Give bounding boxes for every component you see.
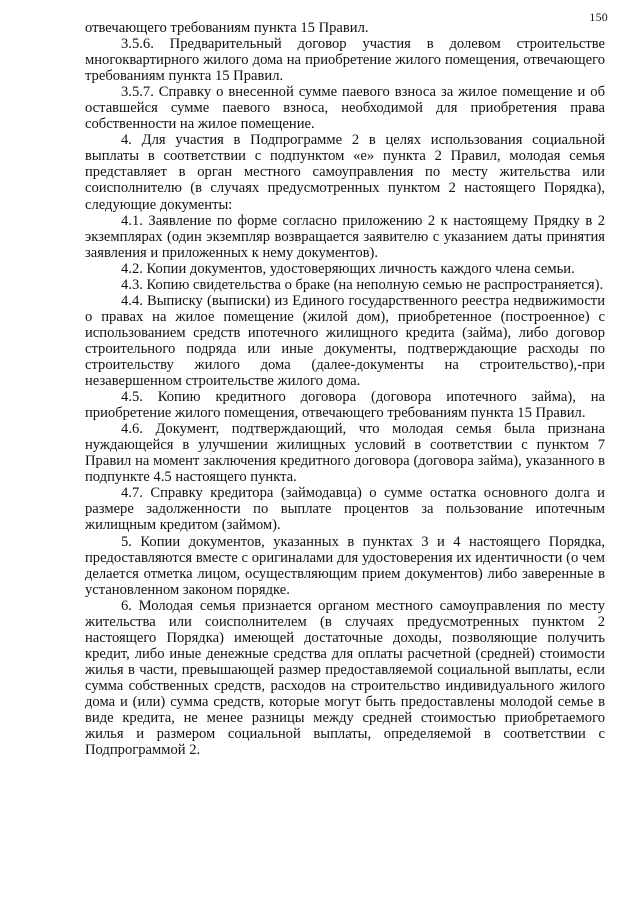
paragraph-4-3: 4.3. Копию свидетельства о браке (на неполную семью не распространяется). <box>121 276 604 293</box>
paragraph-6: 6. Молодая семья признается органом местного самоуправления по месту жительства или соисполнителем (в случаях предусмотренных пунктом 2 настоящего Порядка) имеющей достаточные доходы, позволяющие получить кредит, либо иные денежные средства для оплаты расчетной (средней) стоимости жилья в части, превышающей размер предоставляемой социальной выплаты, если сумма собственных средств, расходов на строительство индивидуального жилого дома и (или) сумма средств, которые могут быть предоставлены молодой семье в виде кредита, не менее разницы между средней стоимостью приобретаемого жилья и размером социальной выплаты, определяемой в соответствии с Подпрограммой 2. <box>85 597 605 759</box>
paragraph-4-7: 4.7. Справку кредитора (займодавца) о сумме остатка основного долга и размере задолженности по выплате процентов за пользование ипотечным жилищным кредитом (займом). <box>85 485 605 534</box>
paragraph-continuation: отвечающего требованиям пункта 15 Правил. <box>85 20 369 36</box>
paragraph-4: 4. Для участия в Подпрограмме 2 в целях использования социальной выплаты в соответствии с подпунктом «е» пункта 2 Правил, молодая семья представляет в орган местного самоуправления по месту жительства или соисполнителю (в случаях предусмотренных пунктом 2 настоящего Порядка), следующие документы: <box>85 132 605 213</box>
paragraph-3-5-7: 3.5.7. Справку о внесенной сумме паевого взноса за жилое помещение и об оставшейся сумме паевого взноса, необходимой для приобретения права собственности на жилое помещение. <box>85 84 605 133</box>
paragraph-4-2: 4.2. Копии документов, удостоверяющих личность каждого члена семьи. <box>121 260 575 277</box>
paragraph-4-4: 4.4. Выписку (выписки) из Единого государственного реестра недвижимости о правах на жилое помещение (жилой дом), приобретенное (построенное) с использованием средств ипотечного жилищного кредита (займа), либо договор строительного подряда или иные документы, подтверждающие расходы по строительству жилого дома (далее-документы на строительство),-при незавершенном строительстве жилого дома. <box>85 292 605 390</box>
document-body <box>85 20 605 758</box>
paragraph-4-5: 4.5. Копию кредитного договора (договора ипотечного займа), на приобретение жилого помещения, отвечающего требованиям пункта 15 Правил. <box>85 389 605 422</box>
paragraph-3-5-6: 3.5.6. Предварительный договор участия в долевом строительстве многоквартирного жилого дома на приобретение жилого помещения, отвечающего требованиям пункта 15 Правил. <box>85 36 605 85</box>
paragraph-4-6: 4.6. Документ, подтверждающий, что молодая семья была признана нуждающейся в улучшении жилищных условий в соответствии с пунктом 7 Правил на момент заключения кредитного договора (договора займа), указанного в подпункте 4.5 настоящего пункта. <box>85 421 605 486</box>
paragraph-4-1: 4.1. Заявление по форме согласно приложению 2 к настоящему Прядку в 2 экземплярах (один экземпляр возвращается заявителю с указанием даты принятия заявления и приложенных к нему документов). <box>85 212 605 261</box>
page-number: 150 <box>589 10 608 24</box>
paragraph-5: 5. Копии документов, указанных в пунктах 3 и 4 настоящего Порядка, предоставляются вместе с оригиналами для удостоверения их идентичности (о чем делается отметка лицом, осуществляющим прием документов) либо заверенные в установленном законом порядке. <box>85 533 605 598</box>
